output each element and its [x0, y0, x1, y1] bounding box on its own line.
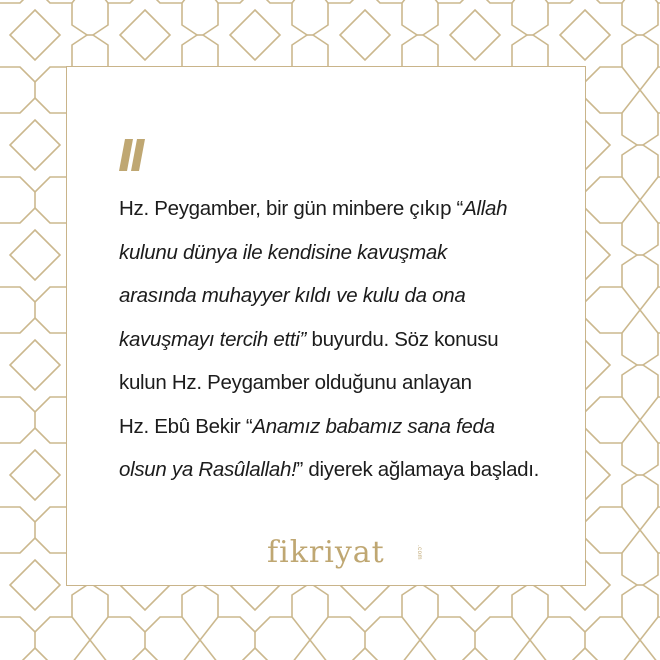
quote-line	[119, 448, 579, 492]
quote-run: buyurdu. Söz konusu	[306, 327, 499, 351]
quote-italic-run: Allah	[463, 197, 508, 220]
quote-line	[119, 274, 579, 318]
quote-run: ” diyerek ağlamaya başladı.	[296, 458, 540, 481]
quote-card	[66, 66, 586, 586]
quotation-mark-icon	[115, 137, 147, 171]
quote-italic-run: olsun ya Rasûlallah!	[119, 458, 297, 481]
quote-run: Hz. Ebû Bekir “	[119, 414, 253, 438]
fikriyat-logo: fikriyat	[267, 535, 385, 570]
quote-line	[119, 405, 579, 449]
quote-italic-run: kulunu dünya ile kendisine kavuşmak	[119, 240, 447, 264]
quote-line	[119, 361, 579, 405]
quote-line	[119, 187, 579, 231]
quote-line	[119, 231, 579, 275]
logo-domain-suffix: .com	[416, 545, 422, 561]
quote-line	[119, 318, 579, 362]
quote-run: Hz. Peygamber, bir gün minbere çıkıp “	[119, 197, 464, 220]
quote-italic-run: kavuşmayı tercih etti”	[119, 327, 307, 351]
quote-run: kulun Hz. Peygamber olduğunu anlayan	[119, 371, 472, 394]
quote-italic-run: Anamız babamız sana feda	[252, 414, 495, 438]
quote-italic-run: arasında muhayyer kıldı ve kulu da ona	[119, 284, 466, 307]
quote-text	[119, 187, 579, 492]
